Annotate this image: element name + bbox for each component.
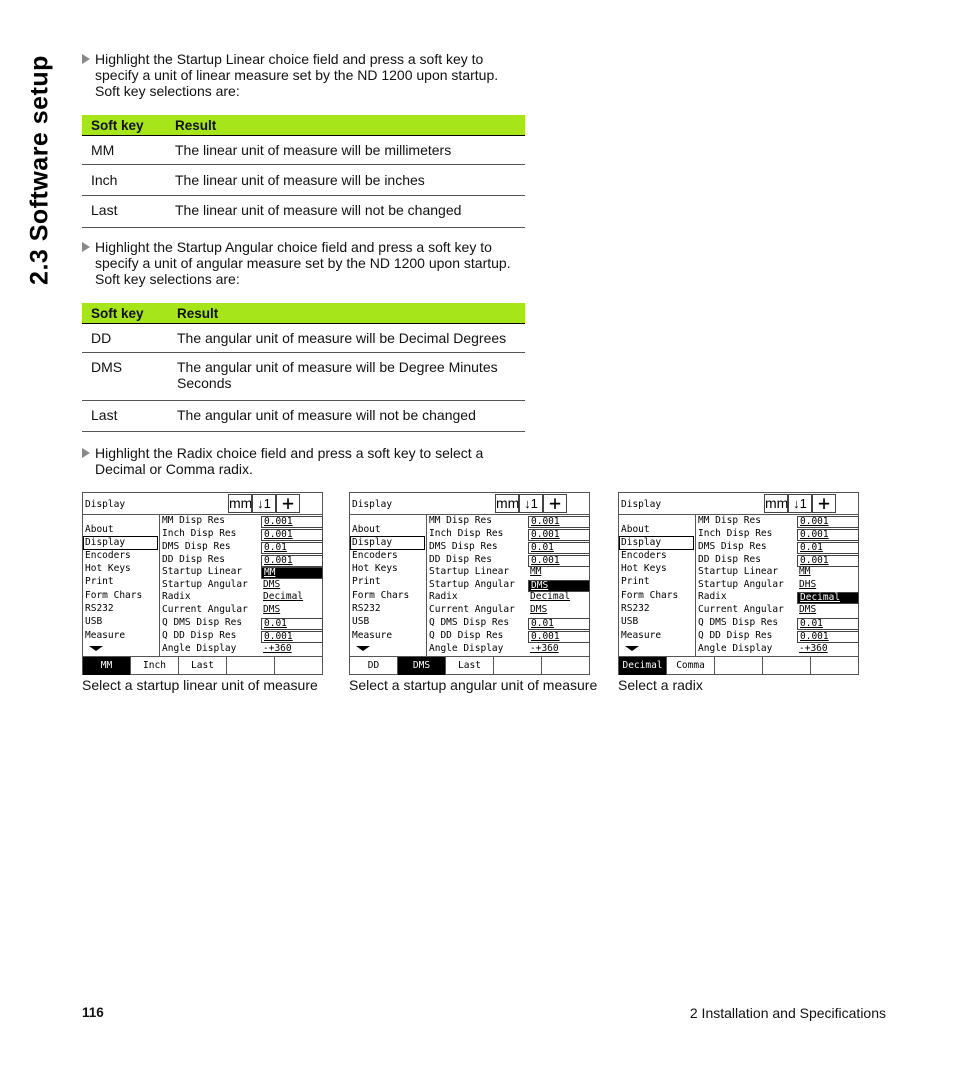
- menu-item-about[interactable]: About: [352, 524, 381, 535]
- param-label: Angle Display: [698, 643, 773, 654]
- figure-caption: Select a radix: [618, 677, 703, 693]
- datum-1-icon: ↓1: [519, 494, 543, 513]
- param-value-field[interactable]: DHS: [799, 579, 817, 590]
- softkey-bar: [619, 656, 858, 675]
- param-label: Radix: [162, 591, 191, 602]
- setup-menu: [83, 514, 160, 656]
- table-cell: DD: [82, 324, 168, 353]
- menu-item-rs232[interactable]: RS232: [85, 603, 114, 614]
- param-value-field[interactable]: 0.001: [797, 529, 859, 541]
- menu-item-form-chars[interactable]: Form Chars: [352, 590, 410, 601]
- instruction-step: [82, 445, 522, 477]
- param-label: DMS Disp Res: [429, 541, 498, 552]
- softkey-last[interactable]: Last: [179, 657, 227, 675]
- menu-item-rs232[interactable]: RS232: [352, 603, 381, 614]
- figure-caption: Select a startup angular unit of measure: [349, 677, 598, 693]
- table-cell: The angular unit of measure will be Degree Minutes Seconds: [168, 353, 525, 401]
- param-value-field[interactable]: 0.001: [261, 516, 323, 528]
- screen-title: Display: [85, 499, 126, 510]
- menu-item-rs232[interactable]: RS232: [621, 603, 650, 614]
- column-header: Soft key: [82, 303, 168, 324]
- scroll-down-arrow-icon[interactable]: [356, 646, 370, 651]
- param-value-field[interactable]: -+360: [530, 643, 559, 654]
- display-screen-radix: [618, 492, 859, 675]
- param-label: DD Disp Res: [698, 554, 761, 565]
- section-side-title-text: 2.3 Software setup: [25, 55, 54, 285]
- unit-indicator: mm: [496, 495, 520, 511]
- datum-1-icon: ↓1: [788, 494, 812, 513]
- param-value-field[interactable]: 0.001: [797, 516, 859, 528]
- table-header-row: [82, 115, 525, 136]
- plus-crosshair-icon: +: [812, 494, 836, 513]
- param-value-field[interactable]: DMS: [263, 604, 281, 615]
- screen-header: [83, 493, 322, 515]
- param-value-field[interactable]: DMS: [263, 579, 281, 590]
- menu-item-about[interactable]: About: [85, 524, 114, 535]
- param-value-field[interactable]: 0.01: [797, 542, 859, 554]
- unit-indicator: mm: [229, 495, 253, 511]
- table-header-row: [82, 303, 525, 324]
- scroll-down-arrow-icon[interactable]: [89, 646, 103, 651]
- menu-item-display[interactable]: Display: [350, 536, 425, 550]
- menu-item-encoders[interactable]: Encoders: [85, 550, 131, 561]
- screen-header: [350, 493, 589, 515]
- menu-item-usb[interactable]: USB: [621, 616, 639, 627]
- softkey-last[interactable]: Last: [446, 657, 494, 675]
- menu-item-print[interactable]: Print: [85, 576, 114, 587]
- param-value-field[interactable]: 0.01: [797, 618, 859, 630]
- screen-header: [619, 493, 858, 515]
- table-row: [82, 401, 525, 432]
- bullet-arrow-icon: [82, 54, 90, 64]
- bullet-arrow-icon: [82, 242, 90, 252]
- param-value-field[interactable]: Decimal: [530, 591, 571, 602]
- softkey-bar: [350, 656, 589, 675]
- param-value-field[interactable]: MM: [799, 566, 811, 577]
- param-label: Inch Disp Res: [698, 528, 773, 539]
- figure-caption: Select a startup linear unit of measure: [82, 677, 318, 693]
- param-value-field[interactable]: DMS: [799, 604, 817, 615]
- param-value-field[interactable]: Decimal: [263, 591, 304, 602]
- softkey-comma[interactable]: Comma: [667, 657, 715, 675]
- param-label: MM Disp Res: [429, 515, 492, 526]
- param-label: Startup Angular: [162, 579, 248, 590]
- menu-item-measure[interactable]: Measure: [85, 630, 126, 641]
- softkey-mm[interactable]: MM: [83, 657, 131, 675]
- softkey-decimal[interactable]: Decimal: [619, 657, 667, 675]
- instruction-text: Highlight the Startup Angular choice field and press a soft key to specify a unit of angular measure set by the ND 1200 upon startup. Soft key selections are:: [95, 239, 511, 287]
- param-label: Q DD Disp Res: [429, 630, 504, 641]
- softkey-table-linear: [82, 115, 525, 228]
- table-row: [82, 165, 525, 196]
- param-label: Q DD Disp Res: [698, 630, 773, 641]
- param-label: Q DMS Disp Res: [162, 617, 243, 628]
- chapter-title: 2 Installation and Specifications: [689, 1005, 886, 1021]
- softkey-empty[interactable]: [542, 657, 589, 675]
- param-value-field[interactable]: 0.01: [528, 618, 590, 630]
- table-cell: The linear unit of measure will not be changed: [166, 196, 525, 228]
- param-label: Q DMS Disp Res: [429, 617, 510, 628]
- param-value-field[interactable]: 0.001: [528, 529, 590, 541]
- param-label: Inch Disp Res: [429, 528, 504, 539]
- softkey-empty[interactable]: [494, 657, 542, 675]
- plus-crosshair-icon: +: [276, 494, 300, 513]
- softkey-dd[interactable]: DD: [350, 657, 398, 675]
- table-cell: The angular unit of measure will not be changed: [168, 401, 525, 432]
- param-label: Angle Display: [429, 643, 504, 654]
- display-screen-angular: [349, 492, 590, 675]
- param-value-field[interactable]: 0.01: [528, 542, 590, 554]
- param-value-field[interactable]: 0.001: [528, 516, 590, 528]
- plus-crosshair-icon: +: [543, 494, 567, 513]
- menu-item-hot-keys[interactable]: Hot Keys: [85, 563, 131, 574]
- param-label: Q DD Disp Res: [162, 630, 237, 641]
- param-label: Startup Linear: [429, 566, 510, 577]
- datum-1-icon: ↓1: [252, 494, 276, 513]
- param-value-field[interactable]: 0.001: [797, 631, 859, 643]
- page-number: 116: [82, 1005, 104, 1020]
- instruction-step: [82, 51, 522, 99]
- table-cell: The linear unit of measure will be inches: [166, 165, 525, 196]
- column-header: Soft key: [82, 115, 166, 136]
- scroll-down-arrow-icon[interactable]: [625, 646, 639, 651]
- param-value-field[interactable]: 0.001: [797, 555, 859, 567]
- param-value-field[interactable]: -+360: [799, 643, 828, 654]
- menu-item-hot-keys[interactable]: Hot Keys: [352, 563, 398, 574]
- menu-item-encoders[interactable]: Encoders: [621, 550, 667, 561]
- table-row: [82, 196, 525, 228]
- param-label: Startup Linear: [162, 566, 243, 577]
- param-label: Angle Display: [162, 643, 237, 654]
- param-label: Q DMS Disp Res: [698, 617, 779, 628]
- table-row: [82, 324, 525, 353]
- screen-title: Display: [621, 499, 662, 510]
- table-cell: Last: [82, 196, 166, 228]
- param-value-field[interactable]: MM: [530, 566, 542, 577]
- param-value-field-selected[interactable]: Decimal: [797, 592, 859, 604]
- softkey-empty[interactable]: [763, 657, 811, 675]
- param-label: Current Angular: [698, 604, 784, 615]
- param-label: Inch Disp Res: [162, 528, 237, 539]
- menu-item-measure[interactable]: Measure: [621, 630, 662, 641]
- instruction-text: Highlight the Radix choice field and press a soft key to select a Decimal or Comma radix.: [95, 445, 484, 477]
- menu-item-hot-keys[interactable]: Hot Keys: [621, 563, 667, 574]
- softkey-empty[interactable]: [227, 657, 275, 675]
- menu-item-measure[interactable]: Measure: [352, 630, 393, 641]
- softkey-empty[interactable]: [811, 657, 858, 675]
- menu-item-form-chars[interactable]: Form Chars: [85, 590, 143, 601]
- menu-item-about[interactable]: About: [621, 524, 650, 535]
- menu-item-usb[interactable]: USB: [352, 616, 370, 627]
- param-label: MM Disp Res: [698, 515, 761, 526]
- table-cell: Inch: [82, 165, 166, 196]
- menu-item-form-chars[interactable]: Form Chars: [621, 590, 679, 601]
- bullet-arrow-icon: [82, 448, 90, 458]
- softkey-bar: [83, 656, 322, 675]
- setup-menu: [350, 514, 427, 656]
- table-cell: Last: [82, 401, 168, 432]
- param-label: Radix: [698, 591, 727, 602]
- softkey-inch[interactable]: Inch: [131, 657, 179, 675]
- column-header: Result: [168, 303, 525, 324]
- menu-item-usb[interactable]: USB: [85, 616, 103, 627]
- param-value-field[interactable]: 0.001: [528, 631, 590, 643]
- unit-indicator: mm: [765, 495, 789, 511]
- param-label: Startup Linear: [698, 566, 779, 577]
- table-cell: DMS: [82, 353, 168, 401]
- menu-item-display[interactable]: Display: [83, 536, 158, 550]
- display-screen-linear: [82, 492, 323, 675]
- param-label: Current Angular: [429, 604, 515, 615]
- param-label: Current Angular: [162, 604, 248, 615]
- setup-menu: [619, 514, 696, 656]
- param-label: Startup Angular: [698, 579, 784, 590]
- param-value-field[interactable]: 0.001: [261, 631, 323, 643]
- softkey-empty[interactable]: [275, 657, 322, 675]
- table-cell: MM: [82, 136, 166, 165]
- param-label: DMS Disp Res: [162, 541, 231, 552]
- menu-item-print[interactable]: Print: [621, 576, 650, 587]
- table-row: [82, 353, 525, 401]
- param-value-field[interactable]: 0.01: [261, 542, 323, 554]
- param-value-field[interactable]: 0.001: [261, 555, 323, 567]
- screen-title: Display: [352, 499, 393, 510]
- param-label: DD Disp Res: [429, 554, 492, 565]
- softkey-empty[interactable]: [715, 657, 763, 675]
- param-value-field[interactable]: 0.01: [261, 618, 323, 630]
- param-label: MM Disp Res: [162, 515, 225, 526]
- param-value-field-selected[interactable]: DMS: [528, 580, 590, 592]
- param-label: DMS Disp Res: [698, 541, 767, 552]
- section-side-title: [20, 40, 60, 300]
- instruction-step: [82, 239, 522, 287]
- menu-item-display[interactable]: Display: [619, 536, 694, 550]
- softkey-dms[interactable]: DMS: [398, 657, 446, 675]
- table-cell: The linear unit of measure will be millimeters: [166, 136, 525, 165]
- param-label: Radix: [429, 591, 458, 602]
- param-value-field[interactable]: DMS: [530, 604, 548, 615]
- column-header: Result: [166, 115, 525, 136]
- param-label: Startup Angular: [429, 579, 515, 590]
- softkey-table-angular: [82, 303, 525, 432]
- table-row: [82, 136, 525, 165]
- instruction-text: Highlight the Startup Linear choice field and press a soft key to specify a unit of linear measure set by the ND 1200 upon startup. Soft key selections are:: [95, 51, 499, 99]
- menu-item-print[interactable]: Print: [352, 576, 381, 587]
- table-cell: The angular unit of measure will be Decimal Degrees: [168, 324, 525, 353]
- param-value-field[interactable]: -+360: [263, 643, 292, 654]
- param-value-field-selected[interactable]: MM: [261, 567, 323, 579]
- menu-item-encoders[interactable]: Encoders: [352, 550, 398, 561]
- param-value-field[interactable]: 0.001: [261, 529, 323, 541]
- param-value-field[interactable]: 0.001: [528, 555, 590, 567]
- param-label: DD Disp Res: [162, 554, 225, 565]
